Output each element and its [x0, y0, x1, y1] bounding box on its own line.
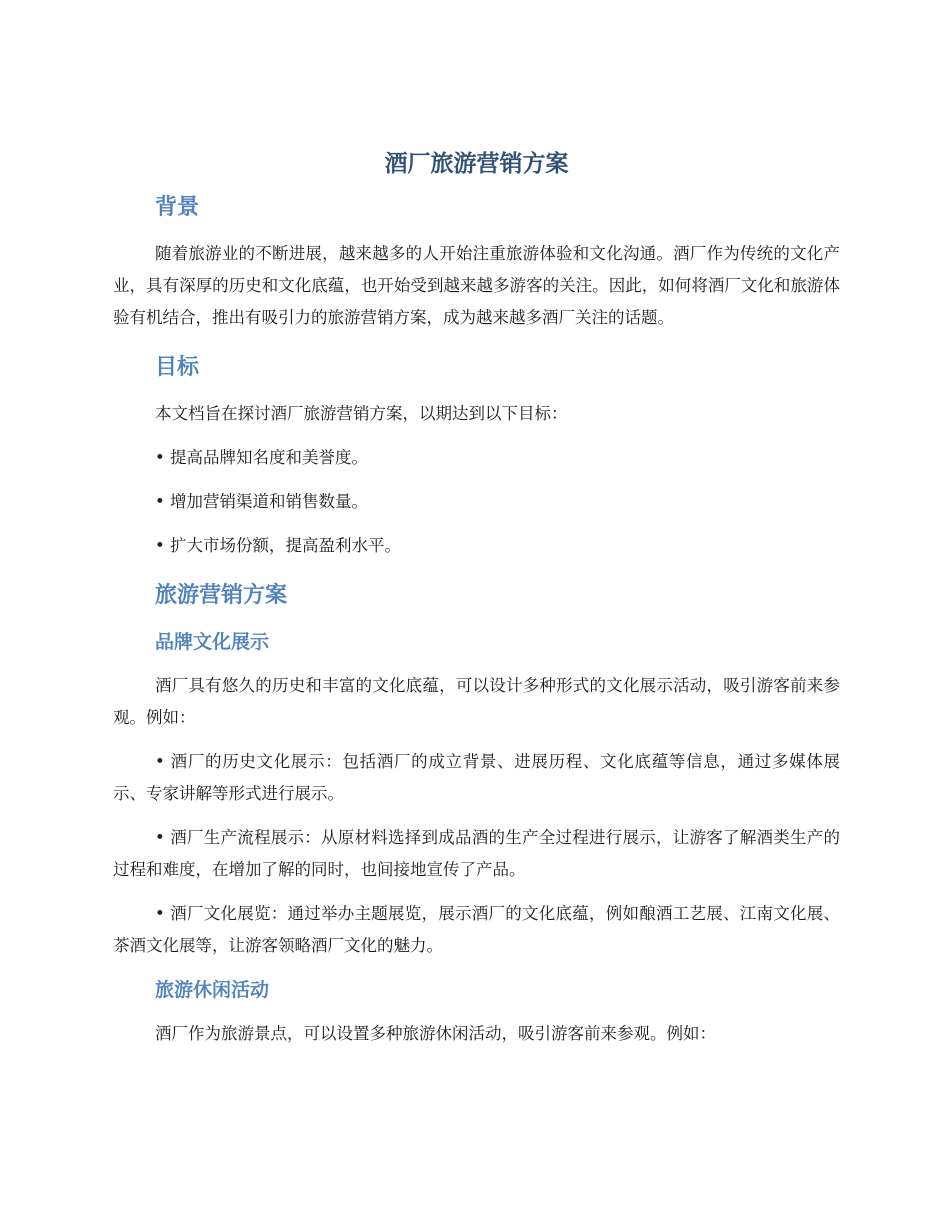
- brand-intro: 酒厂具有悠久的历史和丰富的文化底蕴，可以设计多种形式的文化展示活动，吸引游客前来参观。例如：: [113, 676, 840, 727]
- brand-item: • 酒厂的历史文化展示：包括酒厂的成立背景、进展历程、文化底蕴等信息，通过多媒体展示、专家讲解等形式进行展示。: [113, 752, 840, 803]
- goal-item: • 增加营销渠道和销售数量。: [155, 492, 368, 511]
- leisure-intro: 酒厂作为旅游景点，可以设置多种旅游休闲活动，吸引游客前来参观。例如：: [155, 1024, 716, 1043]
- heading-leisure-activities: 旅游休闲活动: [155, 979, 270, 1001]
- background-paragraph: 随着旅游业的不断进展，越来越多的人开始注重旅游体验和文化沟通。酒厂作为传统的文化产业，具有深厚的历史和文化底蕴，也开始受到越来越多游客的关注。因此，如何将酒厂文化和旅游体验有机结合，推出有吸引力的旅游营销方案，成为越来越多酒厂关注的话题。: [113, 244, 840, 327]
- brand-item: • 酒厂生产流程展示：从原材料选择到成品酒的生产全过程进行展示，让游客了解酒类生产的过程和难度，在增加了解的同时，也间接地宣传了产品。: [113, 828, 840, 879]
- document-title: 酒厂旅游营销方案: [384, 151, 569, 177]
- goals-intro: 本文档旨在探讨酒厂旅游营销方案，以期达到以下目标：: [155, 404, 568, 423]
- heading-brand-culture: 品牌文化展示: [155, 631, 270, 653]
- heading-background: 背景: [155, 195, 200, 220]
- heading-marketing-plan: 旅游营销方案: [155, 583, 288, 608]
- goal-item: • 扩大市场份额，提高盈利水平。: [155, 536, 401, 555]
- goal-item: • 提高品牌知名度和美誉度。: [155, 448, 368, 467]
- brand-item: • 酒厂文化展览：通过举办主题展览，展示酒厂的文化底蕴，例如酿酒工艺展、江南文化展、茶酒文化展等，让游客领略酒厂文化的魅力。: [113, 904, 840, 955]
- heading-goals: 目标: [155, 355, 200, 380]
- document-page: [113, 146, 840, 1050]
